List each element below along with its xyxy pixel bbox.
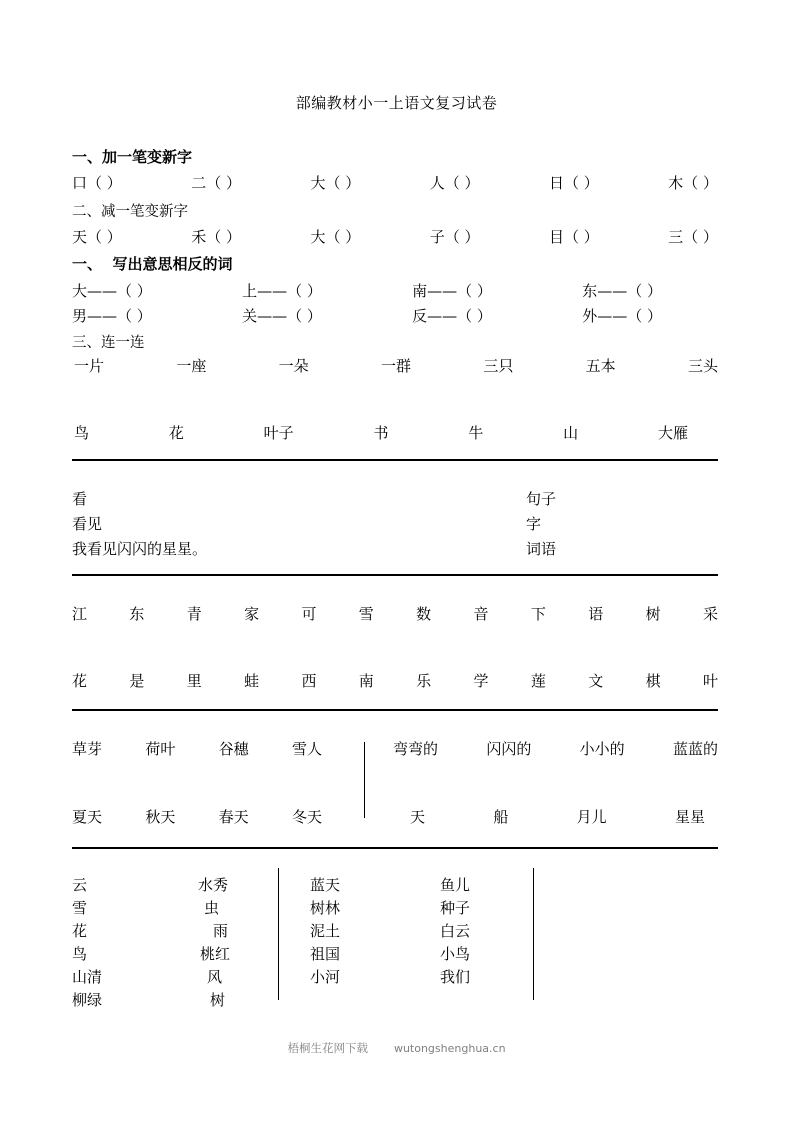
noun-answer[interactable]: 天 (410, 808, 426, 826)
antonym-item[interactable]: 东——（ ） (582, 282, 662, 300)
match-col2-item[interactable]: 虫 (203, 899, 219, 917)
blank-item[interactable]: 日（ ） (548, 174, 599, 192)
blank-item[interactable]: 天（ ） (72, 228, 122, 246)
character-cell[interactable]: 学 (473, 672, 489, 690)
section8-divider-2 (533, 868, 534, 1000)
section7-right-top-row (393, 738, 718, 759)
antonym-item[interactable]: 大——（ ） (72, 282, 152, 300)
character-cell[interactable]: 江 (72, 605, 88, 623)
section7-left-bottom-row (72, 806, 322, 827)
noun-answer[interactable]: 月儿 (576, 808, 607, 826)
section-divider (72, 574, 718, 576)
match-col4-item[interactable]: 小鸟 (440, 945, 471, 963)
match-col2-item[interactable]: 水秀 (197, 876, 228, 894)
section3-antonym-row-2 (72, 305, 662, 326)
match-col1-item[interactable]: 云 (72, 876, 88, 894)
match-col1-item[interactable]: 雪 (72, 899, 88, 917)
match-col2-item[interactable]: 风 (206, 968, 222, 986)
character-cell[interactable]: 家 (244, 605, 260, 623)
section7-left-top-row (72, 738, 322, 759)
section4-measure-row (74, 355, 718, 376)
blank-item[interactable]: 口（ ） (72, 174, 122, 192)
season-name[interactable]: 秋天 (145, 808, 176, 826)
word-type-label[interactable]: 词语 (526, 540, 557, 558)
noun-word[interactable]: 花 (168, 424, 184, 442)
section-divider (72, 709, 718, 711)
section-divider (72, 459, 718, 461)
match-col3-item[interactable]: 蓝天 (310, 876, 341, 894)
season-clue[interactable]: 雪人 (291, 740, 322, 758)
section7-column-divider (364, 742, 365, 818)
antonym-item[interactable]: 南——（ ） (412, 282, 492, 300)
noun-word[interactable]: 书 (373, 424, 389, 442)
character-cell[interactable]: 西 (301, 672, 317, 690)
character-cell[interactable]: 下 (530, 605, 546, 623)
antonym-item[interactable]: 关——（ ） (242, 307, 322, 325)
blank-item[interactable]: 目（ ） (548, 228, 599, 246)
match-col1-item[interactable]: 山清 (72, 968, 103, 986)
match-col2-item[interactable]: 桃红 (199, 945, 230, 963)
adjective-clue[interactable]: 弯弯的 (393, 740, 439, 758)
season-clue[interactable]: 草芽 (72, 740, 103, 758)
adjective-clue[interactable]: 蓝蓝的 (672, 740, 718, 758)
character-cell[interactable]: 蛙 (244, 672, 260, 690)
character-cell[interactable]: 数 (416, 605, 432, 623)
measure-word[interactable]: 一群 (380, 357, 411, 375)
section1-blank-row (72, 172, 718, 193)
season-name[interactable]: 春天 (218, 808, 249, 826)
match-col4-item[interactable]: 我们 (440, 968, 471, 986)
character-cell[interactable]: 雪 (358, 605, 374, 623)
match-col4-item[interactable]: 鱼儿 (440, 876, 471, 894)
season-name[interactable]: 夏天 (72, 808, 103, 826)
noun-word[interactable]: 大雁 (657, 424, 688, 442)
measure-word[interactable]: 一座 (176, 357, 207, 375)
measure-word[interactable]: 三头 (687, 357, 718, 375)
character-cell[interactable]: 是 (129, 672, 145, 690)
blank-item[interactable]: 大（ ） (310, 174, 361, 192)
antonym-item[interactable]: 男——（ ） (72, 307, 152, 325)
section4-noun-row (74, 422, 688, 443)
noun-word[interactable]: 山 (563, 424, 579, 442)
character-cell[interactable]: 采 (702, 605, 718, 623)
noun-word[interactable]: 牛 (468, 424, 484, 442)
character-cell[interactable]: 乐 (416, 672, 432, 690)
section-divider (72, 847, 718, 849)
measure-word[interactable]: 一朵 (278, 357, 309, 375)
blank-item[interactable]: 子（ ） (429, 228, 480, 246)
word-ladder-item[interactable]: 看 (72, 490, 88, 508)
match-col3-item[interactable]: 小河 (310, 968, 341, 986)
season-name[interactable]: 冬天 (291, 808, 322, 826)
measure-word[interactable]: 一片 (74, 357, 105, 375)
adjective-clue[interactable]: 小小的 (579, 740, 625, 758)
character-cell[interactable]: 音 (473, 605, 489, 623)
character-cell[interactable]: 南 (358, 672, 374, 690)
page-title: 部编教材小一上语文复习试卷 (295, 94, 498, 112)
character-cell[interactable]: 可 (301, 605, 317, 623)
section-heading-antonyms: 一、 写出意思相反的词 (72, 255, 233, 273)
noun-word[interactable]: 鸟 (74, 424, 90, 442)
match-col3-item[interactable]: 泥土 (310, 922, 341, 940)
match-col4-item[interactable]: 种子 (440, 899, 471, 917)
character-cell[interactable]: 文 (588, 672, 604, 690)
adjective-clue[interactable]: 闪闪的 (486, 740, 532, 758)
blank-item[interactable]: 二（ ） (191, 174, 242, 192)
blank-item[interactable]: 禾（ ） (191, 228, 242, 246)
match-col4-item[interactable]: 白云 (440, 922, 471, 940)
character-cell[interactable]: 树 (645, 605, 661, 623)
blank-item[interactable]: 大（ ） (310, 228, 361, 246)
match-col2-item[interactable]: 雨 (212, 922, 228, 940)
footer-site-label: 梧桐生花网下载 (287, 1041, 368, 1055)
word-type-label[interactable]: 字 (526, 515, 542, 533)
measure-word[interactable]: 三只 (483, 357, 514, 375)
character-cell[interactable]: 里 (186, 672, 202, 690)
match-col3-item[interactable]: 祖国 (310, 945, 341, 963)
antonym-item[interactable]: 反——（ ） (412, 307, 492, 325)
section7-right-bottom-row (410, 806, 705, 827)
antonym-item[interactable]: 外——（ ） (582, 307, 662, 325)
section8-divider-1 (278, 868, 279, 1000)
character-cell[interactable]: 莲 (530, 672, 546, 690)
match-col1-item[interactable]: 鸟 (72, 945, 88, 963)
section-heading-match: 三、连一连 (72, 335, 145, 351)
noun-word[interactable]: 叶子 (263, 424, 294, 442)
word-ladder-item[interactable]: 看见 (72, 515, 103, 533)
match-col3-item[interactable]: 树林 (310, 899, 341, 917)
noun-answer[interactable]: 船 (493, 808, 509, 826)
character-cell[interactable]: 青 (186, 605, 202, 623)
section6-character-row-1 (72, 603, 718, 624)
blank-item[interactable]: 木（ ） (668, 174, 718, 192)
match-col1-item[interactable]: 柳绿 (72, 991, 103, 1009)
footer-url: wutongshenghua.cn (393, 1042, 506, 1055)
character-cell[interactable]: 语 (588, 605, 604, 623)
section-heading-remove-stroke: 二、减一笔变新字 (72, 204, 188, 220)
blank-item[interactable]: 三（ ） (668, 228, 718, 246)
word-ladder-item[interactable]: 我看见闪闪的星星。 (72, 540, 208, 558)
antonym-item[interactable]: 上——（ ） (242, 282, 322, 300)
character-cell[interactable]: 叶 (702, 672, 718, 690)
measure-word[interactable]: 五本 (585, 357, 616, 375)
footer (0, 1040, 793, 1056)
section2-blank-row (72, 226, 718, 247)
character-cell[interactable]: 花 (72, 672, 88, 690)
noun-answer[interactable]: 星星 (674, 808, 705, 826)
blank-item[interactable]: 人（ ） (429, 174, 480, 192)
section-heading-add-stroke: 一、加一笔变新字 (72, 148, 193, 166)
season-clue[interactable]: 谷穗 (218, 740, 249, 758)
word-type-label[interactable]: 句子 (526, 490, 557, 508)
character-cell[interactable]: 东 (129, 605, 145, 623)
match-col2-item[interactable]: 树 (209, 991, 225, 1009)
section6-character-row-2 (72, 670, 718, 691)
match-col1-item[interactable]: 花 (72, 922, 88, 940)
season-clue[interactable]: 荷叶 (145, 740, 176, 758)
section3-antonym-row-1 (72, 280, 662, 301)
character-cell[interactable]: 棋 (645, 672, 661, 690)
